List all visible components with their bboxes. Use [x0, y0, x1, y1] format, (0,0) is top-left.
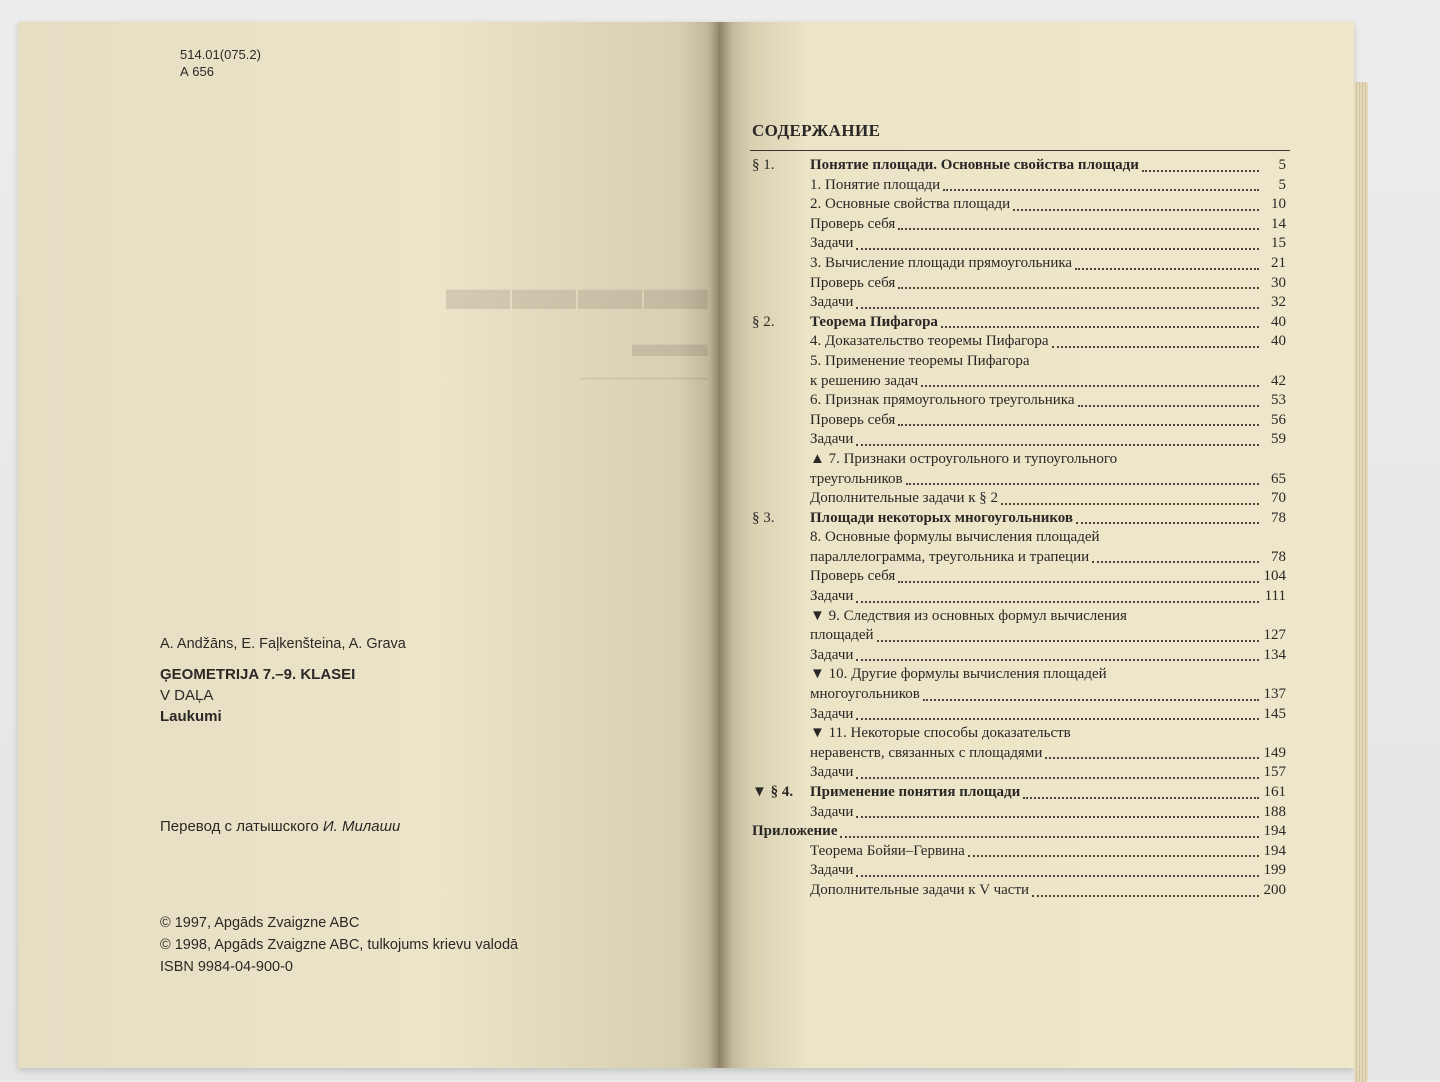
toc-page-number: 32: [1271, 294, 1286, 311]
toc-entry-label: Задачи: [810, 862, 854, 879]
toc-entry-label: 4. Доказательство теоремы Пифагора: [810, 333, 1049, 350]
toc-leader-dots: [856, 246, 1259, 250]
toc-row: [752, 430, 1286, 450]
toc-leader-dots: [856, 442, 1259, 446]
toc-leader-dots: [1103, 542, 1259, 544]
toc-leader-dots: [906, 481, 1259, 485]
toc-row: [752, 274, 1286, 294]
toc-entry-label: Дополнительные задачи к V части: [810, 881, 1030, 898]
toc-entry-label: Задачи: [810, 646, 854, 663]
authors-line: A. Andžāns, E. Faļkenšteina, A. Grava: [160, 636, 406, 652]
toc-entry-label: Площади некоторых многоугольников: [810, 509, 1074, 526]
udc-code: [180, 46, 261, 80]
toc-page-number: 53: [1271, 392, 1286, 409]
toc-row: [752, 705, 1286, 725]
book-part: V DAĻA: [160, 687, 214, 704]
toc-page-number: 78: [1271, 548, 1286, 565]
toc-page-number: 188: [1263, 803, 1286, 820]
toc-row: [752, 822, 1286, 842]
isbn-line: ISBN 9984-04-900-0: [160, 959, 293, 975]
toc-section-mark: § 3.: [752, 509, 775, 526]
toc-entry-label: 8. Основные формулы вычисления площадей: [810, 529, 1100, 546]
toc-row: [752, 665, 1286, 685]
toc-page-number: 200: [1263, 881, 1286, 898]
toc-row: [752, 861, 1286, 881]
toc-page-number: 104: [1263, 568, 1286, 585]
toc-leader-dots: [943, 187, 1259, 191]
toc-page-number: 157: [1263, 764, 1286, 781]
translation-prefix: Перевод с латышского: [160, 818, 319, 835]
toc-page-number: 5: [1278, 157, 1286, 173]
toc-row: [752, 215, 1286, 235]
toc-entry-label: Проверь себя: [810, 215, 896, 232]
toc-leader-dots: [1078, 403, 1259, 407]
toc-leader-dots: [1142, 168, 1259, 172]
toc-row: [752, 489, 1286, 509]
toc-leader-dots: [968, 853, 1259, 857]
toc-leader-dots: [1032, 893, 1259, 897]
toc-page-number: 21: [1271, 254, 1286, 271]
toc-leader-dots: [1045, 755, 1259, 759]
toc-row: [752, 724, 1286, 744]
toc-row: [752, 607, 1286, 627]
copyright-block: [160, 912, 518, 978]
left-page: [18, 22, 720, 1068]
toc-row: [752, 372, 1286, 392]
toc-page-number: 30: [1271, 274, 1286, 291]
toc-leader-dots: [1130, 620, 1259, 622]
toc-row: [752, 528, 1286, 548]
udc-line: 514.01(075.2): [180, 47, 261, 62]
toc-entry-label: 1. Понятие площади: [810, 176, 941, 193]
toc-leader-dots: [856, 716, 1259, 720]
toc-entry-label: Понятие площади. Основные свойства площади: [810, 157, 1139, 173]
toc-leader-dots: [877, 638, 1259, 642]
toc-entry-label: Дополнительные задачи к § 2: [810, 490, 999, 507]
toc-entry-label: Проверь себя: [810, 274, 896, 291]
toc-row: [752, 332, 1286, 352]
translator-name: И. Милаши: [322, 818, 401, 835]
book-title: ĢEOMETRIJA 7.–9. KLASEI: [160, 666, 356, 683]
toc-leader-dots: [1074, 738, 1259, 740]
toc-row: [752, 567, 1286, 587]
toc-section-mark: ▼ § 4.: [752, 784, 794, 800]
toc-leader-dots: [1075, 266, 1259, 270]
toc-entry-label: Задачи: [810, 431, 854, 448]
toc-entry-label: 3. Вычисление площади прямоугольника: [810, 254, 1073, 271]
toc-row: [752, 156, 1286, 176]
toc-page-number: 111: [1264, 588, 1286, 605]
toc-row: [752, 195, 1286, 215]
toc-page-number: 194: [1263, 823, 1286, 840]
toc-leader-dots: [1023, 795, 1259, 799]
toc-page-number: 14: [1271, 215, 1286, 232]
book-spine: [708, 22, 732, 1068]
toc-row: [752, 744, 1286, 764]
toc-entry-label: Задачи: [810, 705, 854, 722]
toc-row: [752, 293, 1286, 313]
toc-section-mark: Приложение: [752, 823, 838, 840]
toc-leader-dots: [898, 579, 1259, 583]
toc-entry-label: к решению задач: [810, 372, 919, 389]
toc-leader-dots: [1092, 559, 1259, 563]
toc-entry-label: неравенств, связанных с площадями: [810, 744, 1043, 761]
toc-row: [752, 646, 1286, 666]
toc-page-number: 56: [1271, 411, 1286, 428]
toc-leader-dots: [856, 873, 1259, 877]
toc-leader-dots: [1110, 679, 1259, 681]
toc-entry-label: Задачи: [810, 764, 854, 781]
toc-leader-dots: [898, 285, 1259, 289]
toc-row: [752, 470, 1286, 490]
toc-leader-dots: [1001, 501, 1259, 505]
toc-entry-label: ▼ 9. Следствия из основных формул вычисления: [810, 607, 1127, 624]
toc-entry-label: Проверь себя: [810, 568, 896, 585]
toc-page-number: 145: [1263, 705, 1286, 722]
toc-leader-dots: [840, 834, 1259, 838]
toc-entry-label: Задачи: [810, 588, 854, 605]
toc-entry-label: Задачи: [810, 235, 854, 252]
toc-entry-label: 5. Применение теоремы Пифагора: [810, 352, 1030, 369]
table-of-contents: [752, 156, 1286, 901]
toc-row: [752, 783, 1286, 803]
toc-leader-dots: [1033, 366, 1259, 368]
page-edges: [1354, 82, 1368, 1082]
toc-leader-dots: [898, 422, 1259, 426]
toc-entry-label: Теорема Пифагора: [810, 313, 938, 330]
translation-note: [160, 818, 400, 835]
toc-entry-label: площадей: [810, 627, 874, 644]
toc-leader-dots: [856, 305, 1259, 309]
toc-entry-label: ▼ 11. Некоторые способы доказательств: [810, 725, 1071, 742]
toc-leader-dots: [1052, 344, 1260, 348]
toc-row: [752, 587, 1286, 607]
toc-page-number: 127: [1263, 627, 1286, 644]
toc-entry-label: Задачи: [810, 294, 854, 311]
show-through-decoration: ▬▬▬▬ ▬▬ ──────────: [444, 251, 708, 388]
toc-page-number: 40: [1271, 333, 1286, 350]
toc-entry-label: 2. Основные свойства площади: [810, 196, 1011, 213]
latvian-title-block: [160, 664, 355, 727]
toc-leader-dots: [898, 226, 1259, 230]
toc-page-number: 15: [1271, 235, 1286, 252]
book-subtitle: Laukumi: [160, 708, 222, 725]
toc-page-number: 137: [1263, 686, 1286, 703]
toc-page-number: 78: [1271, 509, 1286, 526]
toc-leader-dots: [856, 657, 1259, 661]
toc-page-number: 161: [1263, 784, 1286, 800]
toc-page-number: 5: [1278, 176, 1286, 193]
toc-page-number: 70: [1271, 490, 1286, 507]
toc-entry-label: многоугольников: [810, 686, 920, 703]
toc-page-number: 134: [1263, 646, 1286, 663]
toc-row: [752, 254, 1286, 274]
toc-row: [752, 313, 1286, 333]
toc-page-number: 65: [1271, 470, 1286, 487]
toc-leader-dots: [1013, 207, 1259, 211]
toc-title: СОДЕРЖАНИЕ: [752, 121, 881, 140]
copyright-line: © 1998, Apgāds Zvaigzne ABC, tulkojums krievu valodā: [160, 937, 519, 953]
toc-entry-label: ▼ 10. Другие формулы вычисления площадей: [810, 666, 1107, 683]
toc-entry-label: ▲ 7. Признаки остроугольного и тупоугольного: [810, 450, 1118, 467]
udc-line: А 656: [180, 64, 214, 79]
toc-entry-label: Теорема Бойяи–Гервина: [810, 842, 965, 859]
toc-leader-dots: [923, 697, 1259, 701]
toc-page-number: 42: [1271, 372, 1286, 389]
toc-leader-dots: [856, 814, 1259, 818]
toc-row: [752, 411, 1286, 431]
toc-row: [752, 626, 1286, 646]
toc-page-number: 194: [1263, 842, 1286, 859]
toc-page-number: 40: [1271, 313, 1286, 330]
toc-leader-dots: [856, 775, 1259, 779]
toc-leader-dots: [856, 599, 1259, 603]
toc-row: [752, 352, 1286, 372]
toc-page-number: 10: [1271, 196, 1286, 213]
toc-row: [752, 763, 1286, 783]
toc-divider: [750, 150, 1290, 151]
toc-entry-label: треугольников: [810, 470, 903, 487]
toc-entry-label: Проверь себя: [810, 411, 896, 428]
toc-page-number: 149: [1263, 744, 1286, 761]
copyright-line: © 1997, Apgāds Zvaigzne ABC: [160, 915, 360, 931]
toc-entry-label: параллелограмма, треугольника и трапеции: [810, 548, 1090, 565]
toc-row: [752, 391, 1286, 411]
toc-entry-label: Применение понятия площади: [810, 784, 1021, 800]
toc-section-mark: § 1.: [752, 157, 775, 173]
toc-leader-dots: [921, 383, 1259, 387]
toc-row: [752, 548, 1286, 568]
toc-entry-label: Задачи: [810, 803, 854, 820]
toc-leader-dots: [941, 324, 1259, 328]
toc-page-number: 59: [1271, 431, 1286, 448]
toc-leader-dots: [1120, 464, 1259, 466]
toc-section-mark: § 2.: [752, 313, 775, 330]
toc-page-number: 199: [1263, 862, 1286, 879]
toc-row: [752, 685, 1286, 705]
toc-entry-label: 6. Признак прямоугольного треугольника: [810, 392, 1075, 409]
toc-row: [752, 881, 1286, 901]
toc-row: [752, 234, 1286, 254]
toc-row: [752, 842, 1286, 862]
toc-row: [752, 803, 1286, 823]
toc-row: [752, 176, 1286, 196]
toc-leader-dots: [1076, 520, 1259, 524]
toc-row: [752, 509, 1286, 529]
toc-row: [752, 450, 1286, 470]
